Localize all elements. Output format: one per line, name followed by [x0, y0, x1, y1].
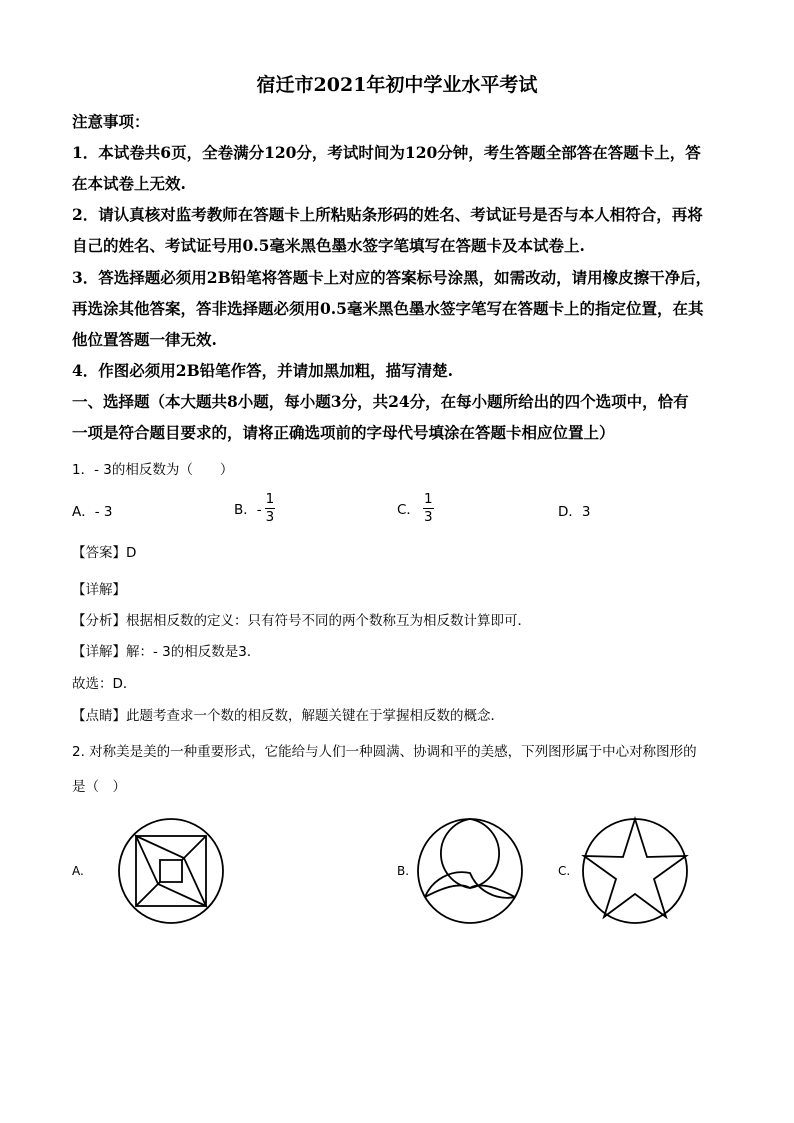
q2-figure-b: [417, 818, 523, 924]
section-heading: 一、选择题（本大题共8小题，每小题3分，共24分，在每小题所给出的四个选项中，恰有: [72, 392, 689, 411]
notice-line: 1．本试卷共6页，全卷满分120分，考试时间为120分钟，考生答题全部答在答题卡上，答: [72, 143, 701, 162]
question-2-stem-cont: 是（ ）: [72, 779, 126, 795]
notice-line: 2．请认真核对监考教师在答题卡上所粘贴条形码的姓名、考试证号是否与本人相符合，再将: [72, 205, 703, 224]
q1-option-b: [234, 490, 275, 526]
lower-arcs: [425, 872, 515, 898]
answer-label: 【答案】D: [72, 545, 137, 561]
notice-heading: 注意事项：: [72, 112, 150, 131]
notice-line: 他位置答题一律无效.: [72, 330, 217, 349]
comment-text: 【点睛】此题考查求一个数的相反数，解题关键在于掌握相反数的概念．: [72, 708, 504, 724]
q2-figure-c: [582, 818, 688, 924]
notice-line: 3．答选择题必须用2B铅笔将答题卡上对应的答案标号涂黑，如需改动，请用橡皮擦干净后，: [72, 268, 712, 287]
q1-option-d: D．3: [558, 504, 591, 520]
inner-square: [160, 860, 182, 882]
q2-option-a-label: A.: [72, 864, 84, 878]
section-heading: 一项是符合题目要求的，请将正确选项前的字母代号填涂在答题卡相应位置上）: [72, 423, 615, 442]
page-title: 宿迁市2021年初中学业水平考试: [256, 74, 538, 96]
q1-option-c: [397, 490, 434, 526]
analysis-text: 【分析】根据相反数的定义：只有符号不同的两个数称互为相反数计算即可．: [72, 613, 531, 629]
q2-figure-a: [118, 818, 224, 924]
q2-option-c-label: C.: [558, 864, 571, 878]
fraction-numerator: 1: [423, 490, 433, 507]
pinwheel-line: [136, 882, 160, 906]
outer-circle: [418, 819, 522, 923]
fraction: [265, 491, 276, 526]
notice-line: 在本试卷上无效.: [72, 174, 186, 193]
notice-line: 再选涂其他答案，答非选择题必须用0.5毫米黑色墨水签字笔写在答题卡上的指定位置，在其: [72, 299, 704, 318]
pinwheel-line: [182, 836, 206, 860]
choose-text: 故选：D．: [72, 676, 137, 692]
question-2-stem: 2. 对称美是美的一种重要形式，它能给与人们一种圆满、协调和平的美感，下列图形属于中心对称图形的: [72, 744, 697, 760]
q1-option-a: A．- 3: [72, 504, 113, 520]
notice-line: 4．作图必须用2B铅笔作答，并请加黑加粗，描写清楚.: [72, 361, 454, 380]
q2-option-b-label: B.: [397, 864, 410, 878]
solution-text: 【详解】解：- 3的相反数是3．: [72, 644, 261, 660]
fraction-denominator: 3: [423, 508, 433, 525]
fraction-numerator: 1: [265, 490, 275, 507]
q1-option-c-prefix: C．: [397, 502, 420, 518]
question-1-stem: 1．- 3的相反数为（ ）: [72, 462, 234, 478]
upper-lens: [441, 819, 499, 888]
notice-line: 自己的姓名、考试证号用0.5毫米黑色墨水签字笔填写在答题卡及本试卷上.: [72, 236, 585, 255]
q1-option-b-prefix: B．-: [234, 502, 262, 518]
fraction: [423, 491, 434, 526]
detail-label: 【详解】: [72, 582, 126, 598]
fraction-denominator: 3: [265, 508, 275, 525]
lower-arcs-inner: [425, 885, 515, 897]
outer-circle: [583, 819, 687, 923]
